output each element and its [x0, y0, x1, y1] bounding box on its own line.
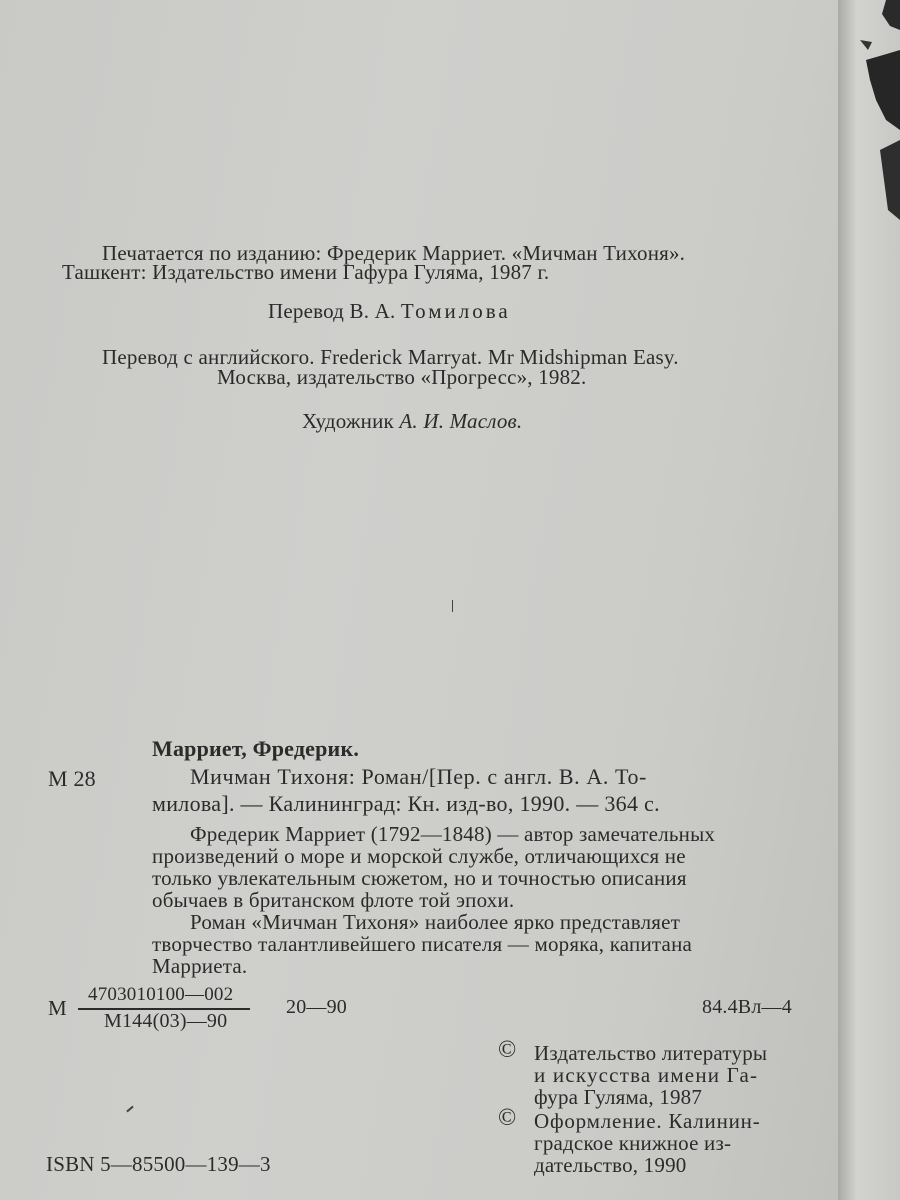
- catalog-code: М 28: [48, 766, 96, 791]
- catalog-desc-line-2: произведений о море и морской службе, отличающихся не: [152, 844, 686, 868]
- catalog-author: Марриет, Фредерик.: [152, 736, 360, 761]
- copyright-1-line-1: Издательство литературы: [534, 1041, 768, 1065]
- index-denominator: М144(03)—90: [104, 1010, 228, 1032]
- index-numerator: 4703010100—002: [88, 984, 234, 1005]
- catalog-desc-line-3: только увлекательным сюжетом, но и точностью описания: [152, 866, 687, 890]
- illustration-fragment: [856, 0, 900, 230]
- copyright-1-line-3: фура Гуляма, 1987: [534, 1085, 703, 1109]
- adjacent-page-edge: [838, 0, 900, 1200]
- catalog-desc-line-6: творчество талантливейшего писателя — моряка, капитана: [152, 932, 693, 956]
- translator-label: Перевод В. А.: [268, 299, 396, 323]
- stray-mark-2: [126, 1106, 133, 1113]
- copyright-symbol-1: ©: [498, 1037, 517, 1063]
- original-line-2: Москва, издательство «Прогресс», 1982.: [217, 365, 587, 389]
- reprint-line-2: Ташкент: Издательство имени Гафура Гуляма, 1987 г.: [62, 260, 550, 284]
- copyright-2-line-2: градское книжное из-: [534, 1131, 732, 1155]
- translator-name: Томилова: [400, 299, 511, 323]
- catalog-title-line-1: Мичман Тихоня: Роман/[Пер. с англ. В. А. То-: [190, 764, 647, 789]
- stray-mark: [452, 600, 453, 612]
- copyright-1-line-2: и искусства имени Га-: [534, 1063, 759, 1087]
- catalog-desc-line-7: Марриета.: [152, 954, 248, 978]
- catalog-desc-line-5: Роман «Мичман Тихоня» наиболее ярко представляет: [190, 910, 681, 934]
- isbn: ISBN 5—85500—139—3: [46, 1152, 271, 1176]
- copyright-2-line-1: Оформление. Калинин-: [534, 1109, 761, 1133]
- copyright-2-line-3: дательство, 1990: [534, 1153, 687, 1177]
- artist-name: А. И. Маслов.: [399, 409, 523, 433]
- original-line-1: Перевод с английского. Frederick Marryat. Mr Midshipman Easy.: [102, 345, 679, 369]
- reprint-line-1: Печатается по изданию: Фредерик Марриет. «Мичман Тихоня».: [102, 241, 686, 265]
- translator-line: [268, 299, 511, 324]
- catalog-desc-line-4: обычаев в британском флоте той эпохи.: [152, 888, 515, 912]
- artist-line: [302, 409, 522, 434]
- catalog-title-line-2: милова]. — Калининград: Кн. изд-во, 1990. — 364 с.: [152, 791, 660, 816]
- artist-label: Художник: [302, 409, 394, 433]
- catalog-desc-line-1: Фредерик Марриет (1792—1848) — автор замечательных: [190, 822, 716, 846]
- copyright-symbol-2: ©: [498, 1105, 517, 1131]
- index-suffix: 20—90: [286, 996, 347, 1018]
- index-letter: М: [48, 996, 67, 1020]
- bbk-code: 84.4Вл—4: [702, 996, 792, 1018]
